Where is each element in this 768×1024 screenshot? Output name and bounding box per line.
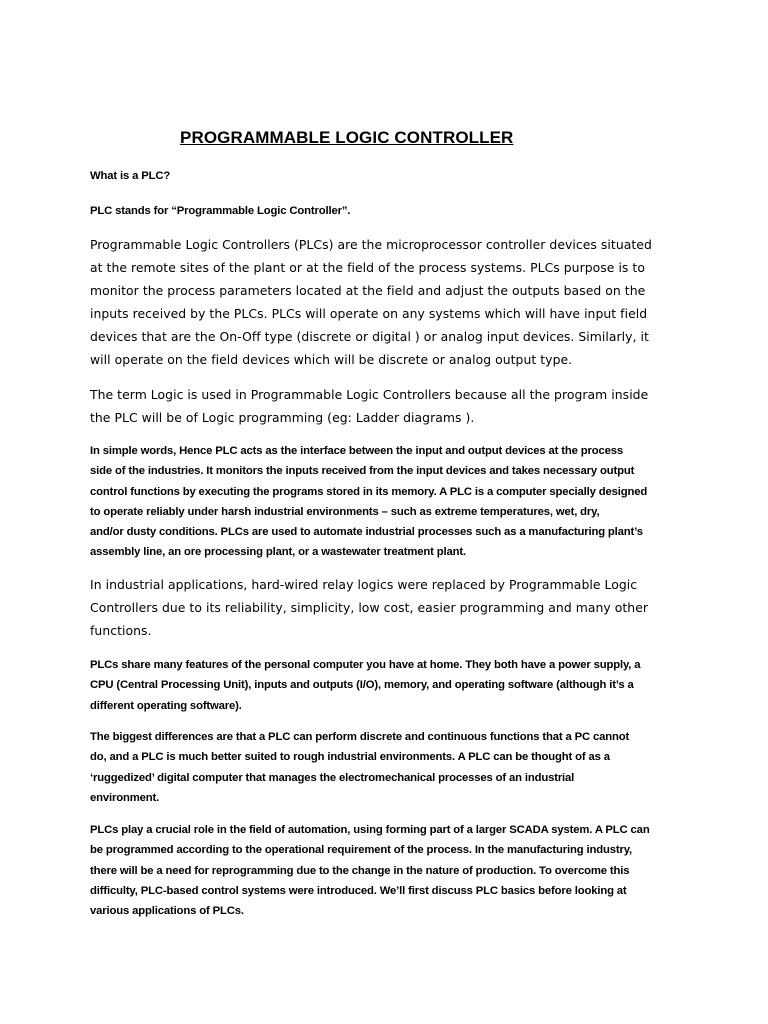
text-line: assembly line, an ore processing plant, or a wastewater treatment plant. [90,546,466,559]
text-line: In simple words, Hence PLC acts as the interface between the input and output devices at the process [90,445,624,457]
text-line: In industrial applications, hard-wired relay logics were replaced by Programmable Logic [90,577,638,592]
text-line: ‘ruggedized’ digital computer that manages the electromechanical processes of an industrial [90,771,575,784]
text-line: different operating software). [90,699,242,712]
text-line: difficulty, PLC-based control systems were introduced. We’ll first discuss PLC basics before looking at [90,884,627,897]
text-line: control functions by executing the programs stored in its memory. A PLC is a computer specially designed [90,485,648,498]
paragraph-simple-words [90,441,690,563]
text-line: at the remote sites of the plant or at the field of the process systems. PLCs purpose is to [90,260,645,276]
paragraph-pc-features [90,655,690,716]
text-line: functions. [90,623,152,639]
text-line: The biggest differences are that a PLC can perform discrete and continuous functions that a PC cannot [90,731,630,743]
paragraph-intro [90,233,690,372]
text-line: do, and a PLC is much better suited to rough industrial environments. A PLC can be thought of as a [90,751,610,764]
question-heading: What is a PLC? [90,170,171,182]
text-line: CPU (Central Processing Unit), inputs and outputs (I/O), memory, and operating software (although it’s a [90,679,634,692]
text-line: side of the industries. It monitors the inputs received from the input devices and takes necessary output [90,465,635,478]
text-line: inputs received by the PLCs. PLCs will operate on any systems which will have input field [90,306,648,322]
text-line: Controllers due to its reliability, simplicity, low cost, easier programming and many other [90,600,649,616]
paragraph-logic-term [90,383,690,429]
text-line: Programmable Logic Controllers (PLCs) are the microprocessor controller devices situated [90,237,652,252]
text-line: will operate on the field devices which will be discrete or analog output type. [90,352,573,368]
text-line: monitor the process parameters located at the field and adjust the outputs based on the [90,283,646,299]
paragraph-automation-role [90,820,690,921]
page-title: PROGRAMMABLE LOGIC CONTROLLER [180,128,514,147]
text-line: the PLC will be of Logic programming (eg: Ladder diagrams ). [90,410,475,426]
text-line: The term Logic is used in Programmable Logic Controllers because all the program inside [90,387,649,402]
text-line: various applications of PLCs. [90,905,244,918]
text-line: environment. [90,791,160,804]
text-line: there will be a need for reprogramming due to the change in the nature of production. To overcome this [90,864,630,877]
text-line: PLCs play a crucial role in the field of automation, using forming part of a larger SCADA system. A PLC can [90,824,650,836]
text-line: PLCs share many features of the personal computer you have at home. They both have a power supply, a [90,659,641,671]
definition-line: PLC stands for “Programmable Logic Controller”. [90,205,351,217]
text-line: to operate reliably under harsh industrial environments – such as extreme temperatures, wet, dry, [90,505,600,518]
paragraph-differences [90,727,690,808]
text-line: devices that are the On-Off type (discrete or digital ) or analog input devices. Similarly, it [90,329,649,345]
text-line: and/or dusty conditions. PLCs are used to automate industrial processes such as a manufacturing plant’s [90,526,643,539]
paragraph-industrial-applications [90,573,690,642]
text-line: be programmed according to the operational requirement of the process. In the manufacturing industry, [90,844,633,857]
